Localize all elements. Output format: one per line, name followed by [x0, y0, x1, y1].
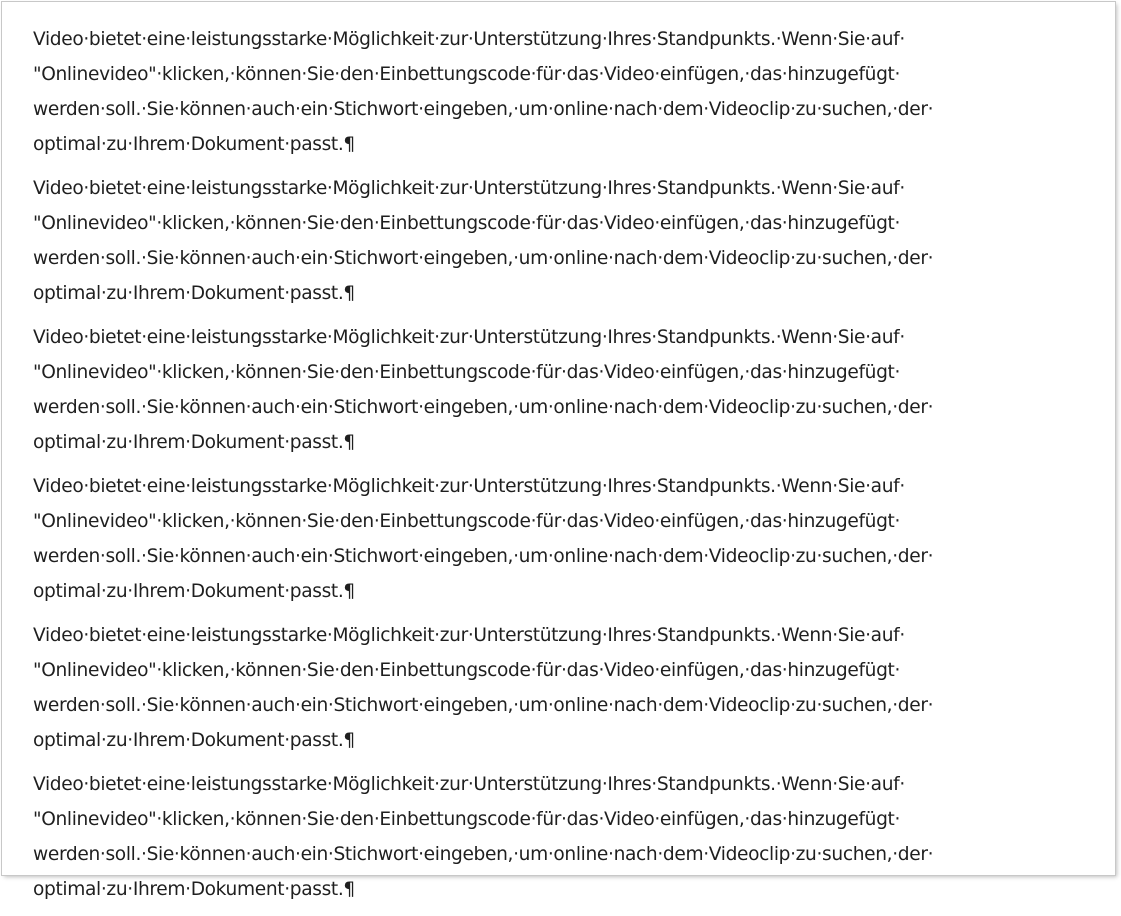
- paragraph[interactable]: [33, 171, 1113, 311]
- paragraph-line: "Onlinevideo"·klicken,·können·Sie·den·Einbettungscode·für·das·Video·einfügen,·das·hinzugefügt·: [33, 511, 901, 532]
- paragraph-line: optimal·zu·Ihrem·Dokument·passt.¶: [33, 432, 355, 453]
- paragraph-line: optimal·zu·Ihrem·Dokument·passt.¶: [33, 134, 355, 155]
- paragraph-line: "Onlinevideo"·klicken,·können·Sie·den·Einbettungscode·für·das·Video·einfügen,·das·hinzugefügt·: [33, 660, 901, 681]
- paragraph-line: Video·bietet·eine·leistungsstarke·Möglichkeit·zur·Unterstützung·Ihres·Standpunkts.·Wenn·Sie·auf·: [33, 327, 905, 348]
- paragraph-line: "Onlinevideo"·klicken,·können·Sie·den·Einbettungscode·für·das·Video·einfügen,·das·hinzugefügt·: [33, 213, 901, 234]
- paragraph-line: Video·bietet·eine·leistungsstarke·Möglichkeit·zur·Unterstützung·Ihres·Standpunkts.·Wenn·Sie·auf·: [33, 625, 905, 646]
- paragraph-line: werden·soll.·Sie·können·auch·ein·Stichwort·eingeben,·um·online·nach·dem·Videoclip·zu·suchen,·der·: [33, 546, 934, 567]
- paragraph-line: werden·soll.·Sie·können·auch·ein·Stichwort·eingeben,·um·online·nach·dem·Videoclip·zu·suchen,·der·: [33, 844, 934, 865]
- paragraph-line: optimal·zu·Ihrem·Dokument·passt.¶: [33, 283, 355, 304]
- paragraph-line: Video·bietet·eine·leistungsstarke·Möglichkeit·zur·Unterstützung·Ihres·Standpunkts.·Wenn·Sie·auf·: [33, 774, 905, 795]
- paragraph-line: Video·bietet·eine·leistungsstarke·Möglichkeit·zur·Unterstützung·Ihres·Standpunkts.·Wenn·Sie·auf·: [33, 476, 905, 497]
- paragraph-line: "Onlinevideo"·klicken,·können·Sie·den·Einbettungscode·für·das·Video·einfügen,·das·hinzugefügt·: [33, 64, 901, 85]
- paragraph-line: werden·soll.·Sie·können·auch·ein·Stichwort·eingeben,·um·online·nach·dem·Videoclip·zu·suchen,·der·: [33, 695, 934, 716]
- paragraph-line: optimal·zu·Ihrem·Dokument·passt.¶: [33, 581, 355, 602]
- paragraph-line: werden·soll.·Sie·können·auch·ein·Stichwort·eingeben,·um·online·nach·dem·Videoclip·zu·suchen,·der·: [33, 99, 934, 120]
- paragraph[interactable]: [33, 469, 1113, 609]
- paragraph[interactable]: [33, 618, 1113, 758]
- paragraph-line: optimal·zu·Ihrem·Dokument·passt.¶: [33, 730, 355, 751]
- paragraph-line: Video·bietet·eine·leistungsstarke·Möglichkeit·zur·Unterstützung·Ihres·Standpunkts.·Wenn·Sie·auf·: [33, 178, 905, 199]
- document-body[interactable]: [33, 22, 1113, 916]
- paragraph[interactable]: [33, 22, 1113, 162]
- paragraph[interactable]: [33, 767, 1113, 907]
- paragraph-line: Video·bietet·eine·leistungsstarke·Möglichkeit·zur·Unterstützung·Ihres·Standpunkts.·Wenn·Sie·auf·: [33, 29, 905, 50]
- paragraph-line: "Onlinevideo"·klicken,·können·Sie·den·Einbettungscode·für·das·Video·einfügen,·das·hinzugefügt·: [33, 809, 901, 830]
- document-page[interactable]: [2, 2, 1115, 900]
- paragraph[interactable]: [33, 320, 1113, 460]
- paragraph-line: werden·soll.·Sie·können·auch·ein·Stichwort·eingeben,·um·online·nach·dem·Videoclip·zu·suchen,·der·: [33, 248, 934, 269]
- paragraph-line: werden·soll.·Sie·können·auch·ein·Stichwort·eingeben,·um·online·nach·dem·Videoclip·zu·suchen,·der·: [33, 397, 934, 418]
- paragraph-line: "Onlinevideo"·klicken,·können·Sie·den·Einbettungscode·für·das·Video·einfügen,·das·hinzugefügt·: [33, 362, 901, 383]
- paragraph-line: optimal·zu·Ihrem·Dokument·passt.¶: [33, 879, 355, 900]
